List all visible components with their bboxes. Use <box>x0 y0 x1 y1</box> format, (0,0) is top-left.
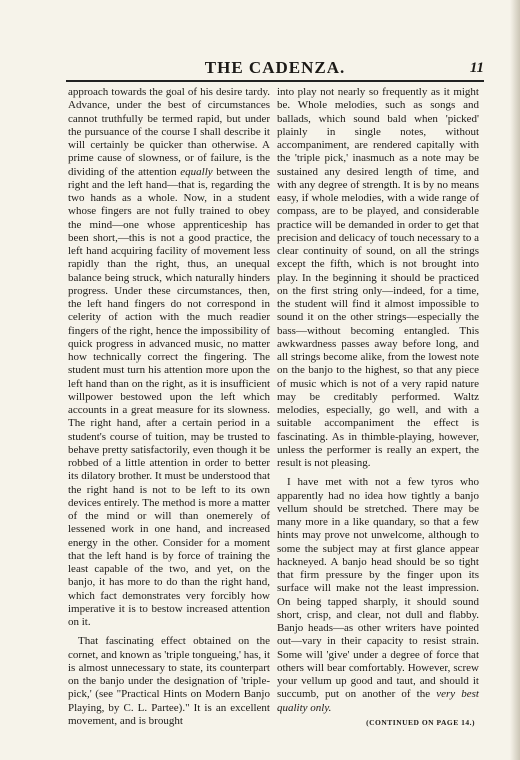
page-header <box>66 58 484 80</box>
left-column <box>68 86 270 728</box>
page-number: 11 <box>469 60 484 76</box>
left-paragraph-1: approach towards the goal of his desire tardy. Advance, under the best of circumstances cannot truthfully be termed rapid, but under the pursuance of the course I shall describe it will certainly be quicker than otherwise. A prime cause of slowness, or of failure, is the dividing of the attention equally between the right and the left hand—that is, regarding the two hands as a whole. Now, in a student whose fingers are not fully trained to obey the mind—one whose apprenticeship has been short,—this is not a good practice, the left hand acquiring facility of movement less rapidly than the right, thus, an unequal balance being struck, which naturally hinders progress. Under these circumstances, then, the left hand fingers do not correspond in celerity of action with the much readier fingers of the right, hence the impossibility of quick progress in advanced music, no matter how technically correct the fingering. The student must turn his attention more upon the left hand than on the right, as it is insufficient willpower bestowed upon the left which accounts in a great measure for its slowness. The right hand, after a certain period in a student's course of tuition, may be trusted to behave pretty satisfactorily, even though it be robbed of a little attention in order to better its dilatory brother. It must be understood that the right hand is not to be left to its own devices entirely. The method is more a matter of the mind or will than onemerely of lessened work in one hand, and increased energy in the other. Consider for a moment that the left hand is by force of training the least capable of the two, and yet, on the banjo, it has more to do than the right hand, which fact demonstrates very forcibly how imperative it is to bestow increased attention on it. <box>68 86 270 628</box>
page-title: THE CADENZA. <box>204 58 346 77</box>
right-paragraph-1: into play not nearly so frequently as it might be. Whole melodies, such as songs and ballads, which sound bald when 'picked' plainly in single notes, without accompaniment, are rendered capitally with the 'triple pick,' inasmuch as a note may be sustained any desired length of time, and with any degree of strength. It is by no means easy, if whole melodies, with a wide range of compass, are to be played, and considerable practice will be demanded in order to get that precision and delicacy of touch necessary to a clear continuity of sound, on all the strings except the fifth, which is not brought into play. In the beginning it should be practiced on the first string only—indeed, for a time, the student will find it almost impossible to sound it on the other strings—especially the bass—without becoming entangled. This awkwardness passes away before long, and all strings become alike, from the lowest note on the banjo to the highest, so that any piece of music which is not of a very rapid nature may be creditably performed. Waltz melodies, especially, go well, and with a suitable accompaniment the effect is fascinating. As in thimble-playing, however, unless the performer is really an expert, the result is not pleasing. <box>277 86 479 469</box>
continued-note: (CONTINUED ON PAGE 14.) <box>366 717 475 727</box>
right-paragraph-2: I have met with not a few tyros who apparently had no idea how tightly a banjo vellum should be stretched. There may be many more in a like quandary, so that a few hints may prove not unwelcome, although to some the subject may at first glance appear hackneyed. A banjo head should be so tight that firm pressure by the finger upon its surface will make not the least impression. On being tapped sharply, it should sound short, crisp, and clear, not dull and flabby. Banjo heads—as other writers have pointed out—vary in their capacity to resist strain. Some will 'give' under a degree of force that others will bear comfortably. However, screw your vellum up good and taut, and should it succumb, put on another of the very best quality only. <box>277 476 479 714</box>
left-paragraph-2: That fascinating effect obtained on the cornet, and known as 'triple tongueing,' has, it is almost unnecessary to state, its counterpart on the banjo under the designation of 'triple-pick,' (see "Practical Hints on Modern Banjo Playing, by C. L. Partee)." It is an excellent movement, and is brought <box>68 635 270 727</box>
right-column <box>277 86 479 729</box>
page-edge-shadow <box>510 0 520 760</box>
header-rule <box>66 80 484 82</box>
